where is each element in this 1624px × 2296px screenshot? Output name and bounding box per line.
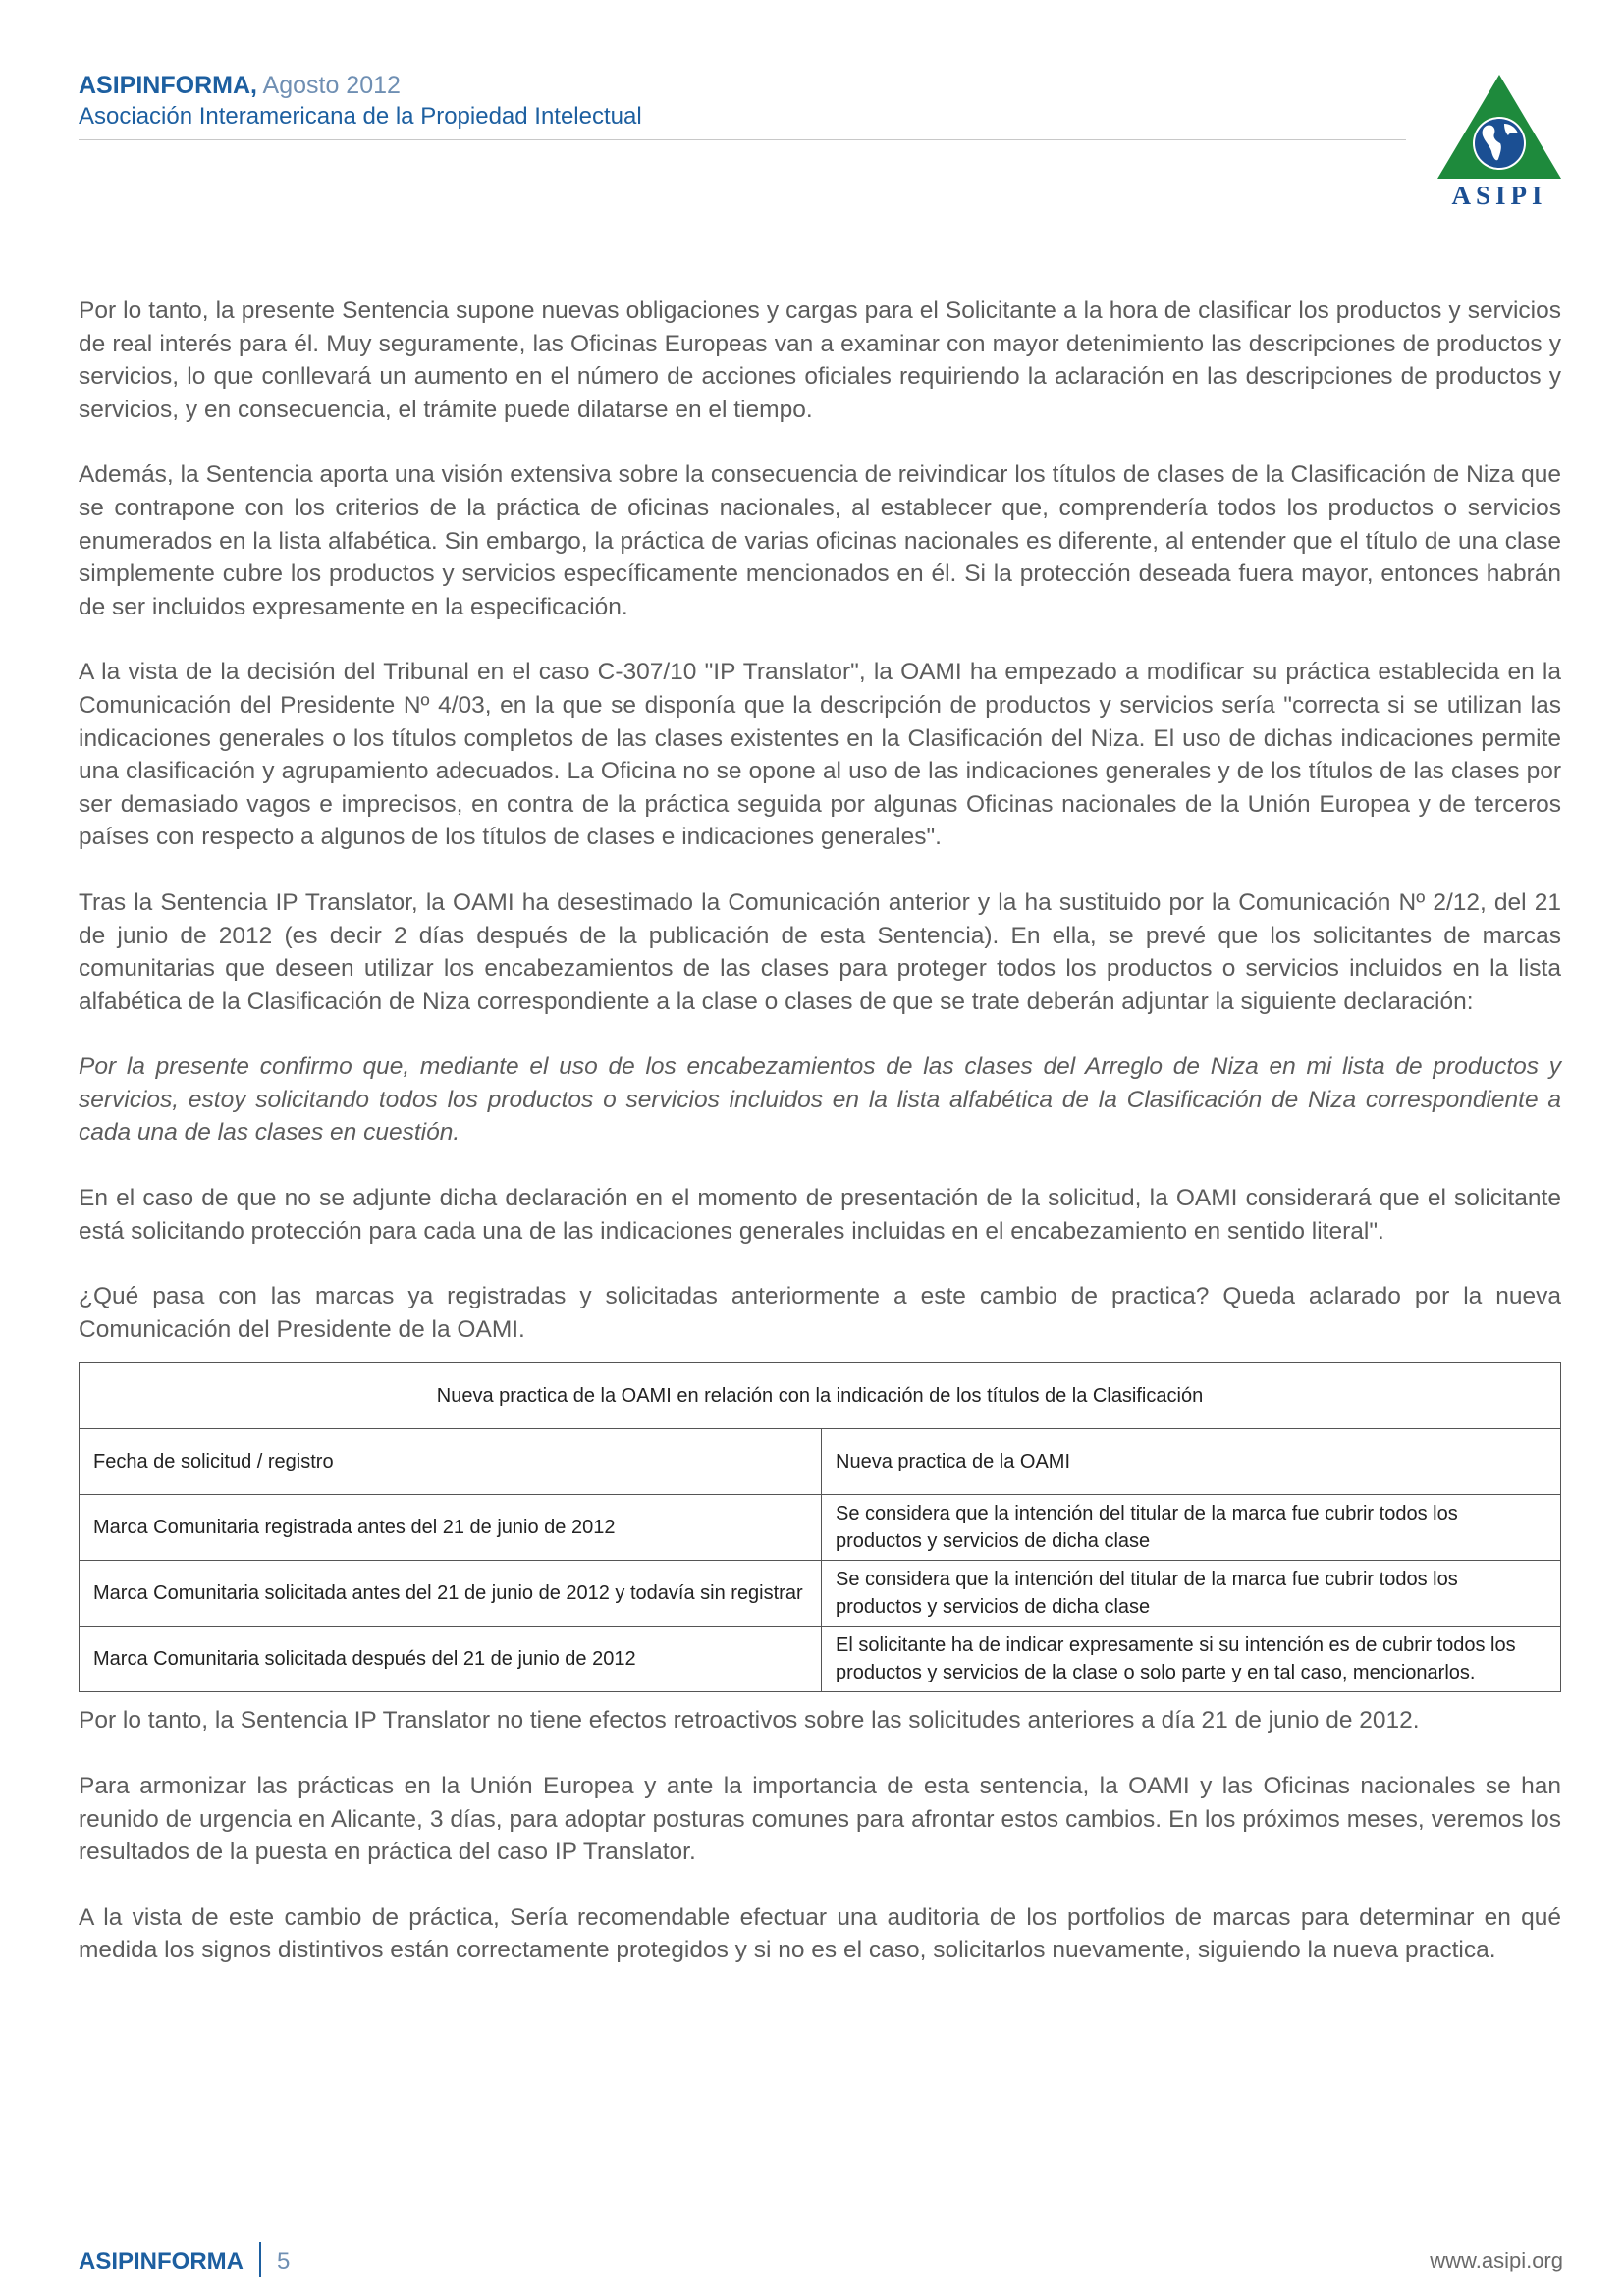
table-cell: Se considera que la intención del titular de la marca fue cubrir todos los productos y servicios de dicha clase [822,1561,1561,1627]
page-number: 5 [277,2248,291,2274]
paragraph: Para armonizar las prácticas en la Unión Europea y ante la importancia de esta sentencia, la OAMI y las Oficinas nacionales se han reunido de urgencia en Alicante, 3 días, para adoptar posturas comunes para afrontar estos cambios. En los próximos meses, veremos los resultados de la puesta en práctica del caso IP Translator. [79,1773,1561,1866]
table-cell: Marca Comunitaria solicitada después del 21 de junio de 2012 [80,1627,822,1692]
globe-triangle-icon [1435,75,1563,183]
table-cell: Se considera que la intención del titular de la marca fue cubrir todos los productos y servicios de dicha clase [822,1495,1561,1561]
paragraph: A la vista de la decisión del Tribunal en el caso C-307/10 "IP Translator", la OAMI ha empezado a modificar su práctica establecida en la Comunicación del Presidente Nº 4/03, en la que se disponía que la descripción de productos y servicios sería "correcta si se utilizan las indicaciones generales o los títulos completos de las clases existentes en la Clasificación del Niza. El uso de dichas indicaciones permite una clasificación y agrupamiento adecuados. La Oficina no se opone al uso de las indicaciones generales y de los títulos de las clases por ser demasiado vagos e imprecisos, en contra de la práctica seguida por algunas Oficinas nacionales de la Unión Europea y de terceros países con respecto a algunos de los títulos de clases e indicaciones generales". [79,659,1561,851]
paragraph: Por lo tanto, la presente Sentencia supone nuevas obligaciones y cargas para el Solicitante a la hora de clasificar los productos y servicios de real interés para él. Muy seguramente, las Oficinas Europeas van a examinar con mayor detenimiento las descripciones de productos y servicios, lo que conllevará un aumento en el número de acciones oficiales requiriendo la aclaración en las descripciones de productos y servicios, y en consecuencia, el trámite puede dilatarse en el tiempo. [79,297,1561,423]
publication-date: Agosto 2012 [262,72,401,99]
asipi-logo [1435,75,1563,212]
organization-name: Asociación Interamericana de la Propiedad Intelectual [79,103,642,130]
article-body [79,294,1561,2000]
footer-brand: ASIPINFORMA [79,2248,244,2274]
publication-name: ASIPINFORMA, [79,72,257,99]
column-header: Fecha de solicitud / registro [80,1429,822,1495]
header-divider [79,139,1406,140]
table-row [80,1627,1561,1692]
table-header-row [80,1429,1561,1495]
paragraph: Además, la Sentencia aporta una visión extensiva sobre la consecuencia de reivindicar los títulos de clases de la Clasificación de Niza que se contrapone con los criterios de la práctica de oficinas nacionales, al establecer que, comprendería todos los productos o servicios enumerados en la lista alfabética. Sin embargo, la práctica de varias oficinas nacionales es diferente, al entender que el título de una clase simplemente cubre los productos y servicios específicamente mencionados en él. Si la protección deseada fuera mayor, entonces habrán de ser incluidos expresamente en la especificación. [79,461,1561,620]
table-cell: El solicitante ha de indicar expresamente si su intención es de cubrir todos los productos y servicios de la clase o solo parte y en tal caso, mencionarlos. [822,1627,1561,1692]
table-title: Nueva practica de la OAMI en relación con la indicación de los títulos de la Clasificación [80,1363,1561,1429]
paragraph: Tras la Sentencia IP Translator, la OAMI ha desestimado la Comunicación anterior y la ha sustituido por la Comunicación Nº 2/12, del 21 de junio de 2012 (es decir 2 días después de la publicación de esta Sentencia). En ella, se prevé que los solicitantes de marcas comunitarias que deseen utilizar los encabezamientos de las clases para proteger todos los productos o servicios incluidos en la lista alfabética de la Clasificación de Niza correspondiente a la clase o clases de que se trate deberán adjuntar la siguiente declaración: [79,888,1561,1015]
table-cell: Marca Comunitaria solicitada antes del 21 de junio de 2012 y todavía sin registrar [80,1561,822,1627]
page-header [79,71,1404,132]
paragraph: A la vista de este cambio de práctica, Sería recomendable efectuar una auditoria de los portfolios de marcas para determinar en qué medida los signos distintivos están correctamente protegidos y si no es el caso, solicitarlos nuevamente, siguiendo la nueva practica. [79,1903,1561,1964]
column-header: Nueva practica de la OAMI [822,1429,1561,1495]
paragraph: Por lo tanto, la Sentencia IP Translator no tiene efectos retroactivos sobre las solicitudes anteriores a día 21 de junio de 2012. [79,1707,1420,1735]
table-title-row [80,1363,1561,1429]
table-row [80,1495,1561,1561]
publication-line [79,71,1404,100]
table-row [80,1561,1561,1627]
classification-table [79,1362,1561,1692]
paragraph: ¿Qué pasa con las marcas ya registradas y solicitadas anteriormente a este cambio de practica? Queda aclarado por la nueva Comunicación del Presidente de la OAMI. [79,1283,1561,1343]
logo-text: ASIPI [1451,181,1547,210]
paragraph: En el caso de que no se adjunte dicha declaración en el momento de presentación de la solicitud, la OAMI considerará que el solicitante está solicitando protección para cada una de las indicaciones generales incluidas en el encabezamiento en sentido literal". [79,1185,1561,1245]
footer-divider [259,2242,261,2277]
table-cell: Marca Comunitaria registrada antes del 21 de junio de 2012 [80,1495,822,1561]
footer-url[interactable]: www.asipi.org [1430,2248,1563,2272]
declaration-quote: Por la presente confirmo que, mediante el uso de los encabezamientos de las clases del Arreglo de Niza en mi lista de productos y servicios, estoy solicitando todos los productos o servicios incluidos en la lista alfabética de la Clasificación de Niza correspondiente a cada una de las clases en cuestión. [79,1053,1561,1147]
